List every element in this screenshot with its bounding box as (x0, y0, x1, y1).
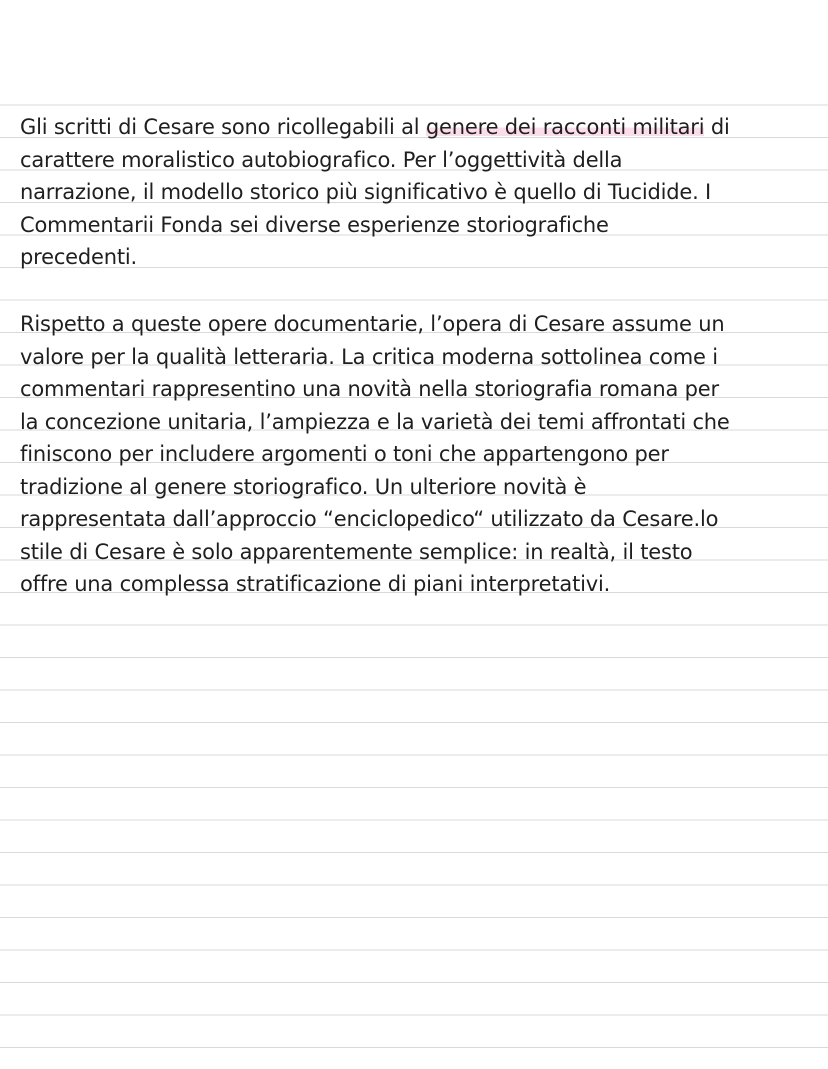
highlighted-phrase: genere dei racconti militari (425, 115, 705, 139)
paragraph-2-line-2: valore per la qualità letteraria. La critica moderna sottolinea come i (20, 344, 718, 369)
paragraph-1-line-1 (20, 111, 810, 144)
paragraph-2 (20, 308, 810, 601)
paragraph-1-line-3: narrazione, il modello storico più significativo è quello di Tucidide. I (20, 180, 712, 204)
paragraph-2-line-7: rappresentata dall’approccio “enciclopedico“ utilizzato da Cesare.lo (20, 507, 719, 531)
paragraph-2-line-5: finiscono per includere argomenti o toni che appartengono per (20, 442, 669, 466)
paragraph-2-line-1: Rispetto a queste opere documentarie, l’opera di Cesare assume un (20, 312, 725, 336)
paragraph-1-line-1-before: Gli scritti di Cesare sono ricollegabili al (20, 115, 426, 139)
paragraph-2-line-9: offre una complessa stratificazione di piani interpretativi. (20, 572, 611, 596)
paragraph-1-line-4: Commentarii Fonda sei diverse esperienze storiografiche (20, 212, 609, 237)
paragraph-1 (20, 111, 810, 274)
paragraph-2-line-4: la concezione unitaria, l’ampiezza e la varietà dei temi affrontati che (20, 409, 730, 434)
paragraph-1-line-2: carattere moralistico autobiografico. Per l’oggettività della (20, 147, 623, 172)
paragraph-1-line-1-after: di (704, 115, 730, 139)
paragraph-2-line-6: tradizione al genere storiografico. Un ulteriore novità è (20, 474, 587, 499)
paragraph-2-line-8: stile di Cesare è solo apparentemente semplice: in realtà, il testo (20, 539, 693, 564)
paragraph-1-line-5: precedenti. (20, 245, 137, 269)
page-top-margin (0, 0, 828, 104)
paragraph-2-line-3: commentari rappresentino una novità nella storiografia romana per (20, 377, 719, 401)
